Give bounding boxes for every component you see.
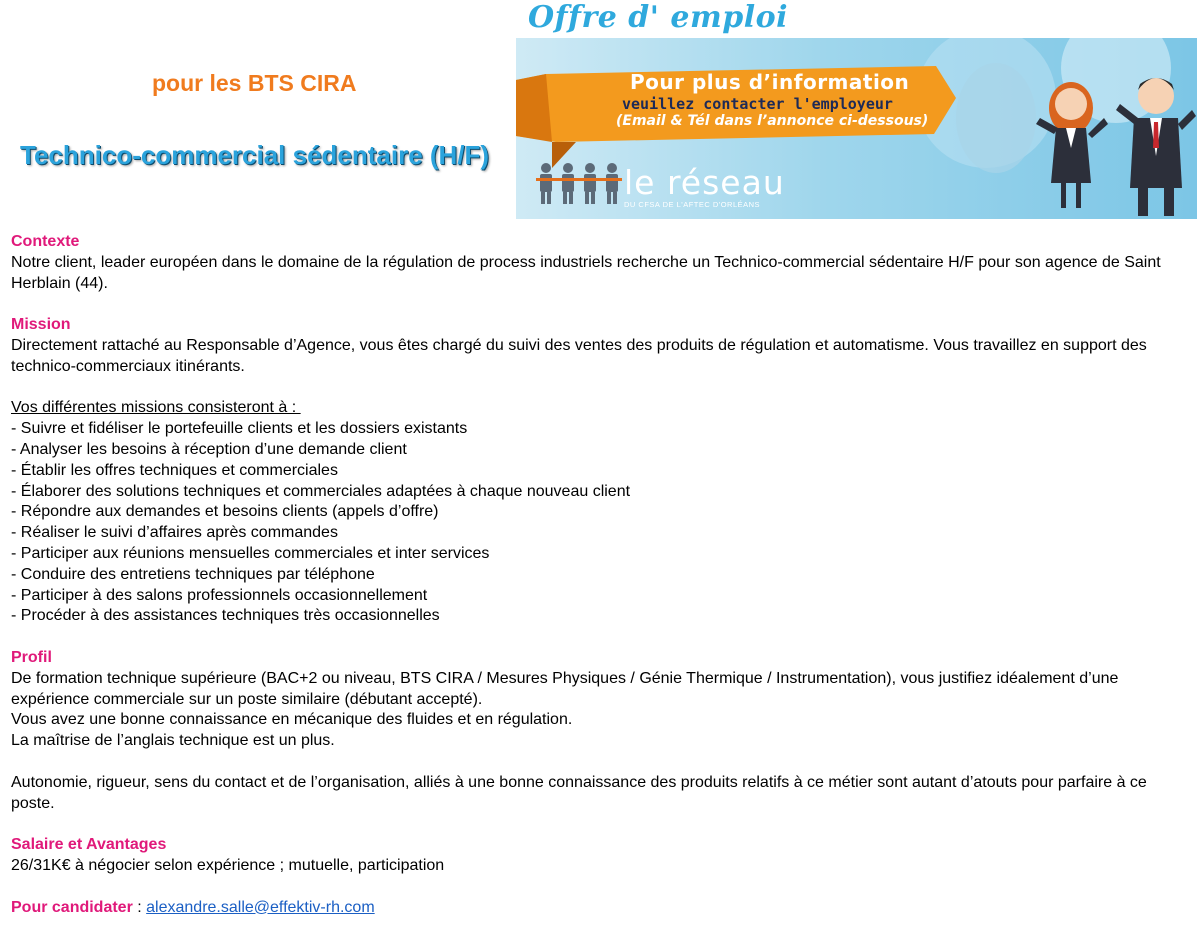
header	[0, 0, 1200, 225]
list-item: - Conduire des entretiens techniques par téléphone	[11, 565, 375, 583]
list-item: - Procéder à des assistances techniques très occasionnelles	[11, 607, 440, 625]
email-link[interactable]: alexandre.salle@effektiv-rh.com	[146, 898, 375, 916]
list-item: - Participer à des salons professionnels occasionnellement	[11, 586, 428, 604]
salaire-title: Salaire et Avantages	[11, 836, 167, 854]
logo-name: le réseau	[624, 163, 785, 202]
banner-line3: (Email & Tél dans l’annonce ci-dessous)	[616, 113, 929, 129]
profil-text: De formation technique supérieure (BAC+2 ou niveau, BTS CIRA / Mesures Physiques / Génie Thermique / Instrumentation), vous justifiez idéalement d’une expérience commerciale sur un poste similaire (débutant accepté).	[11, 669, 1119, 708]
job-description	[11, 232, 1191, 918]
candidater-line	[11, 898, 1191, 919]
profil-text: La maîtrise de l’anglais technique est un plus.	[11, 732, 335, 750]
missions-list	[11, 419, 1191, 627]
contexte-title: Contexte	[11, 233, 80, 250]
missions-list-title: Vos différentes missions consisteront à :	[11, 399, 301, 417]
people-logo-icon	[536, 163, 622, 204]
salaire-text: 26/31K€ à négocier selon expérience ; mutuelle, participation	[11, 856, 445, 874]
list-item: - Répondre aux demandes et besoins clients (appels d’offre)	[11, 503, 439, 521]
candidater-separator: :	[132, 898, 147, 916]
logo-subtitle: DU CFSA DE L'AFTEC D'ORLÉANS	[624, 200, 761, 209]
list-item: - Élaborer des solutions techniques et commerciales adaptées à chaque nouveau client	[11, 482, 631, 500]
list-item: - Analyser les besoins à réception d’une demande client	[11, 440, 407, 458]
list-item: - Participer aux réunions mensuelles commerciales et inter services	[11, 544, 490, 562]
banner-title: Offre d' emploi	[528, 0, 788, 35]
banner	[516, 38, 1197, 219]
contexte-text: Notre client, leader européen dans le domaine de la régulation de process industriels recherche un Technico-commercial sédentaire H/F pour son agence de Saint Herblain (44).	[11, 253, 1161, 292]
subtitle: pour les BTS CIRA	[152, 70, 357, 96]
list-item: - Établir les offres techniques et commerciales	[11, 461, 338, 479]
list-item: - Suivre et fidéliser le portefeuille clients et les dossiers existants	[11, 420, 468, 438]
mission-text: Directement rattaché au Responsable d’Agence, vous êtes chargé du suivi des ventes des produits de régulation et automatisme. Vous travaillez en support des technico-commerciaux itinérants.	[11, 336, 1147, 375]
candidater-label: Pour candidater	[11, 898, 133, 916]
banner-line1: Pour plus d’information	[630, 70, 910, 94]
profil-qualities: Autonomie, rigueur, sens du contact et de l’organisation, alliés à une bonne connaissance des produits relatifs à ce métier sont autant d’atouts pour parfaire à ce poste.	[11, 773, 1147, 812]
profil-title: Profil	[11, 648, 52, 666]
list-item: - Réaliser le suivi d’affaires après commandes	[11, 524, 338, 542]
profil-text: Vous avez une bonne connaissance en mécanique des fluides et en régulation.	[11, 711, 573, 729]
banner-line2: veuillez contacter l'employeur	[622, 95, 893, 113]
mission-title: Mission	[11, 316, 71, 334]
job-title: Technico-commercial sédentaire (H/F)	[20, 140, 490, 170]
